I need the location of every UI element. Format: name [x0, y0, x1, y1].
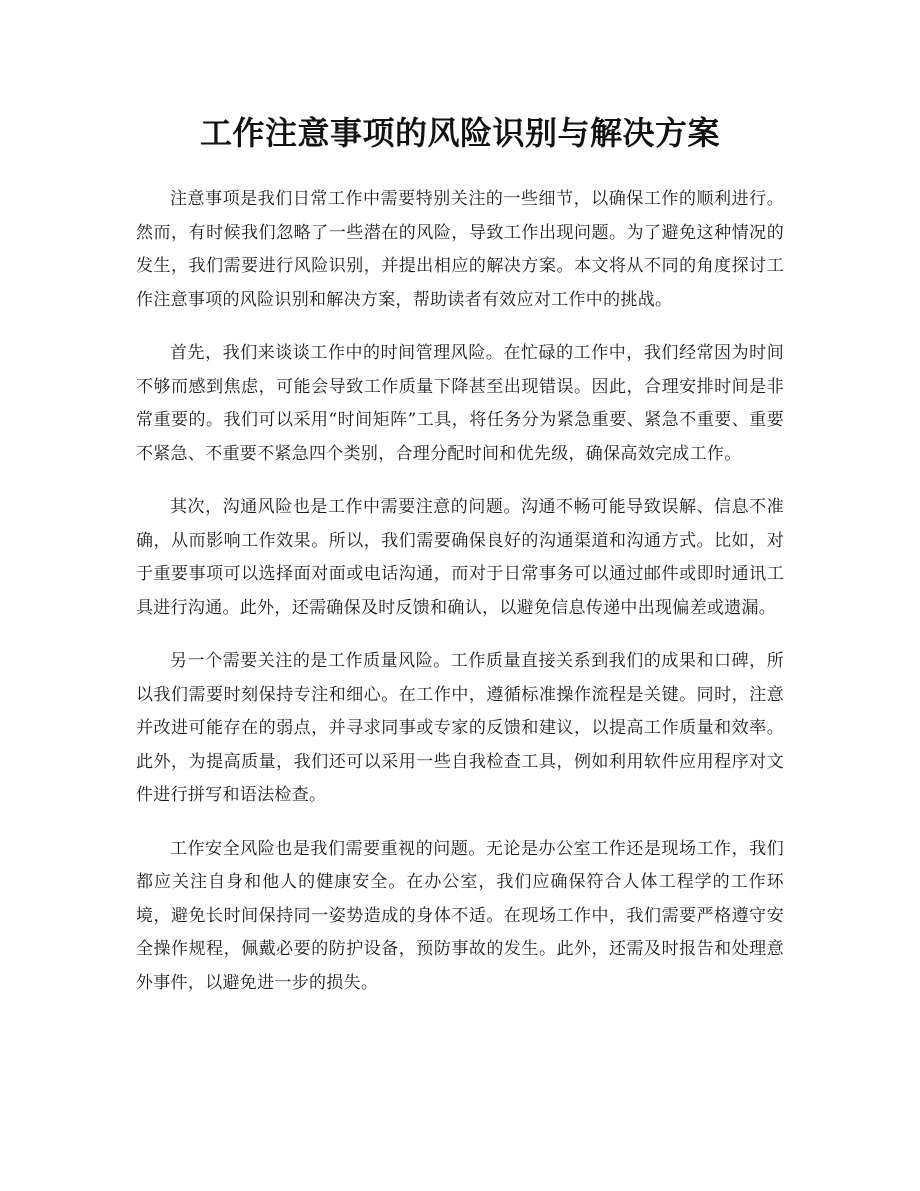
paragraph-time-management: 首先，我们来谈谈工作中的时间管理风险。在忙碌的工作中，我们经常因为时间不够而感到焦虑，可能会导致工作质量下降甚至出现错误。因此，合理安排时间是非常重要的。我们可以采用“时间矩阵”工具，将任务分为紧急重要、紧急不重要、重要不紧急、不重要不紧急四个类别，合理分配时间和优先级，确保高效完成工作。 [136, 343, 784, 464]
paragraph-intro: 注意事项是我们日常工作中需要特别关注的一些细节，以确保工作的顺利进行。然而，有时候我们忽略了一些潜在的风险，导致工作出现问题。为了避免这种情况的发生，我们需要进行风险识别，并提出相应的解决方案。本文将从不同的角度探讨工作注意事项的风险识别和解决方案，帮助读者有效应对工作中的挑战。 [136, 189, 784, 310]
paragraph-work-quality: 另一个需要关注的是工作质量风险。工作质量直接关系到我们的成果和口碑，所以我们需要时刻保持专注和细心。在工作中，遵循标准操作流程是关键。同时，注意并改进可能存在的弱点，并寻求同事或专家的反馈和建议，以提高工作质量和效率。此外，为提高质量，我们还可以采用一些自我检查工具，例如利用软件应用程序对文件进行拼写和语法检查。 [136, 651, 784, 805]
document-body [136, 183, 784, 1000]
paragraph-work-safety: 工作安全风险也是我们需要重视的问题。无论是办公室工作还是现场工作，我们都应关注自身和他人的健康安全。在办公室，我们应确保符合人体工程学的工作环境，避免长时间保持同一姿势造成的身体不适。在现场工作中，我们需要严格遵守安全操作规程，佩戴必要的防护设备，预防事故的发生。此外，还需及时报告和处理意外事件，以避免进一步的损失。 [136, 838, 784, 993]
document-title: 工作注意事项的风险识别与解决方案 [199, 114, 720, 152]
paragraph-communication: 其次，沟通风险也是工作中需要注意的问题。沟通不畅可能导致误解、信息不准确，从而影响工作效果。所以，我们需要确保良好的沟通渠道和沟通方式。比如，对于重要事项可以选择面对面或电话沟通，而对于日常事务可以通过邮件或即时通讯工具进行沟通。此外，还需确保及时反馈和确认，以避免信息传递中出现偏差或遗漏。 [136, 497, 784, 618]
